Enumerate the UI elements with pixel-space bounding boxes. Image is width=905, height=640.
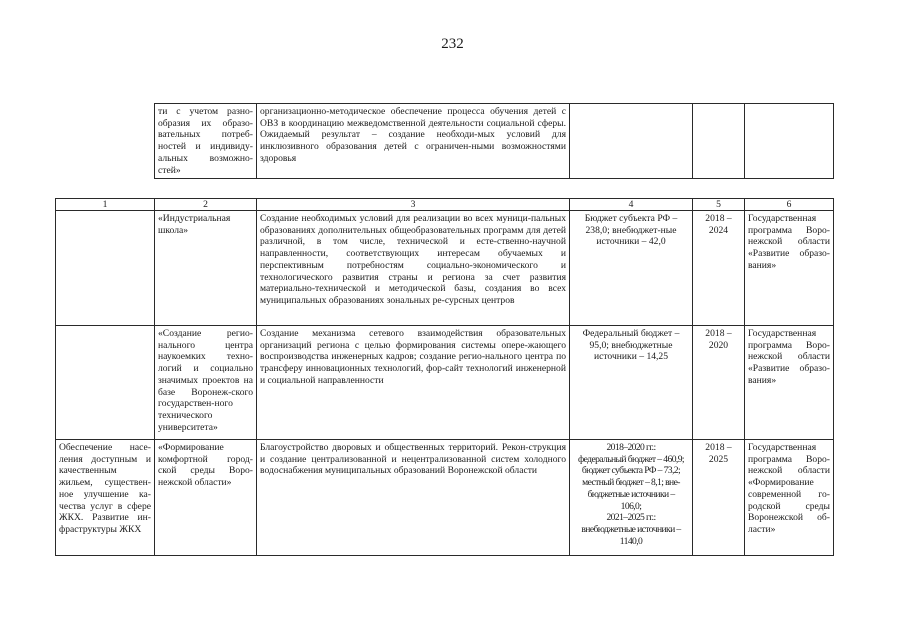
description-cell: Создание механизма сетевого взаимодействия образовательных организаций региона с целью формирования системы опере-жающего воспроизводства инженерных кадров; создание регио-нального центра по трансферу инновационных технологий, фор-сайт технологий инженерной и социальной направленности bbox=[257, 326, 570, 440]
continuation-table bbox=[154, 103, 834, 179]
header-cell: 1 bbox=[56, 199, 155, 211]
funding-line: 2021–2025 гг.: bbox=[606, 512, 656, 524]
table-row bbox=[56, 211, 834, 326]
funding-cell: Федеральный бюджет – 95,0; внебюджетные источники – 14,25 bbox=[570, 326, 693, 440]
funding-line: бюджет субъекта РФ – 73,2; bbox=[581, 465, 681, 477]
funding-line: федеральный бюджет – 460,9; bbox=[578, 453, 684, 465]
goal-cell bbox=[56, 326, 155, 440]
header-cell: 2 bbox=[155, 199, 257, 211]
table-row bbox=[56, 440, 834, 556]
cont-project-cell: ти с учетом разно-образия их образо-вательных потреб-ностей и индивиду-альных возможно-стей» bbox=[155, 104, 257, 179]
period-cell: 2018 – 2025 bbox=[693, 440, 745, 556]
funding-line: 1140,0 bbox=[619, 535, 643, 547]
goal-cell bbox=[56, 211, 155, 326]
goal-cell: Обеспечение насе-ления доступным и качественным жильем, существен-ное улучшение ка-чества услуг в сфере ЖКХ. Развитие ин-фраструктуры ЖКХ bbox=[56, 440, 155, 556]
table-row bbox=[56, 326, 834, 440]
funding-line: 2018–2020 гг.: bbox=[606, 442, 656, 453]
funding-cell: Бюджет субъекта РФ – 238,0; внебюджет-ные источники – 42,0 bbox=[570, 211, 693, 326]
program-cell: Государственная программа Воро-нежской области «Развитие образо-вания» bbox=[745, 326, 834, 440]
funding-cell bbox=[570, 440, 693, 556]
program-cell: Государственная программа Воро-нежской области «Формирование современной го-родской среды Воронежской об-ласти» bbox=[745, 440, 834, 556]
cont-period-cell bbox=[693, 104, 745, 179]
funding-line: 106,0; bbox=[620, 500, 642, 512]
period-cell: 2018 – 2020 bbox=[693, 326, 745, 440]
continuation-row bbox=[155, 104, 834, 179]
funding-line: местный бюджет – 8,1; вне- bbox=[582, 477, 680, 489]
header-row bbox=[56, 199, 834, 211]
program-cell: Государственная программа Воро-нежской области «Развитие образо-вания» bbox=[745, 211, 834, 326]
header-cell: 4 bbox=[570, 199, 693, 211]
cont-funding-cell bbox=[570, 104, 693, 179]
period-cell: 2018 – 2024 bbox=[693, 211, 745, 326]
project-cell: «Формирование комфортной город-ской среды Воро-нежской области» bbox=[155, 440, 257, 556]
description-cell: Создание необходимых условий для реализации во всех муници-пальных образованиях дополнительных общеобразовательных программ для детей различной, в том числе, технической и есте-ственно-научной направленности, соответствующих интересам обучаемых и перспективным потребностям социально-экономического и технологического развития страны и региона за счет развития материально-технической и методической базы, создания во всех муниципальных образованиях зональных ре-сурсных центров bbox=[257, 211, 570, 326]
funding-line: бюджетные источники – bbox=[587, 488, 675, 500]
cont-description-cell: организационно-методическое обеспечение процесса обучения детей с ОВЗ в координацию межведомственной деятельности социальной сферы. Ожидаемый результат – создание необходи-мых условий для инклюзивного образования детей с ограничен-ными возможностями здоровья bbox=[257, 104, 570, 179]
funding-line: внебюджетные источники – bbox=[581, 523, 681, 535]
description-cell: Благоустройство дворовых и общественных территорий. Рекон-струкция и создание централизованной и нецентрализованной систем холодного водоснабжения муниципальных образований Воронежской области bbox=[257, 440, 570, 556]
project-cell: «Создание регио-нального центра наукоемких техно-логий и социально значимых проектов на базе Воронеж-ского государствен-ного технического университета» bbox=[155, 326, 257, 440]
main-table bbox=[55, 198, 834, 556]
header-cell: 3 bbox=[257, 199, 570, 211]
project-cell: «Индустриальная школа» bbox=[155, 211, 257, 326]
header-cell: 6 bbox=[745, 199, 834, 211]
header-cell: 5 bbox=[693, 199, 745, 211]
page-number: 232 bbox=[441, 36, 464, 52]
cont-program-cell bbox=[745, 104, 834, 179]
